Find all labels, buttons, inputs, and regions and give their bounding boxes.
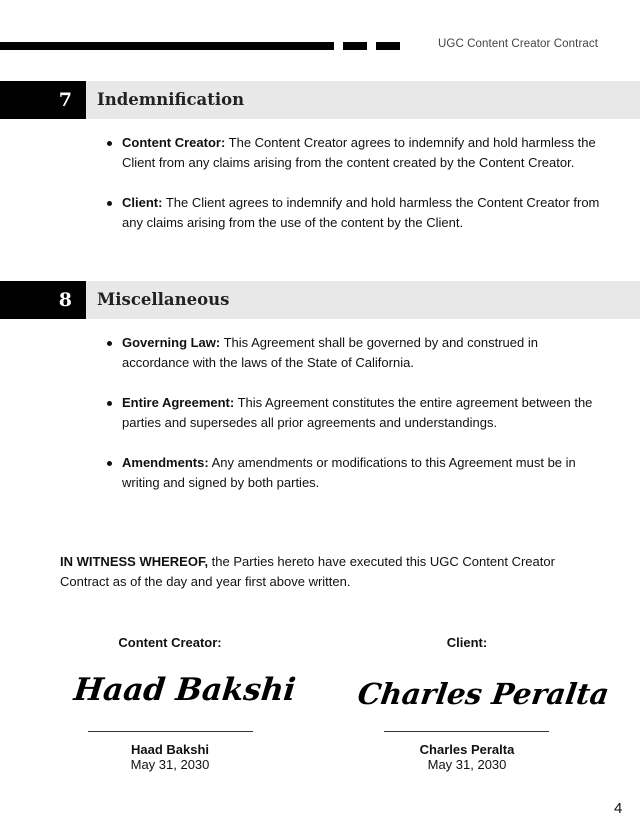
- document-title: UGC Content Creator Contract: [438, 38, 599, 50]
- signature-label: Client:: [446, 635, 488, 650]
- section-number: 8: [0, 281, 86, 319]
- header-dash: [343, 42, 367, 50]
- item-term: Client:: [122, 195, 163, 210]
- client-signature: Charles Peralta: [355, 677, 612, 711]
- witness-text: the Parties hereto have executed this UGC Content Creator Contract as of the day and year first above written.: [60, 554, 555, 589]
- section-header-miscellaneous: [0, 281, 640, 319]
- item-term: Amendments:: [122, 455, 209, 470]
- signature-line: [384, 731, 549, 732]
- signature-line: [88, 731, 253, 732]
- item-text: Any amendments or modifications to this Agreement must be in writing and signed by both parties.: [122, 455, 576, 490]
- list-item: [105, 333, 600, 373]
- page-number: 4: [614, 800, 623, 817]
- section-title: Miscellaneous: [97, 290, 230, 309]
- item-text: The Client agrees to indemnify and hold harmless the Content Creator from any claims arising from the use of the content by the Client.: [122, 195, 600, 230]
- client-signature-block: [367, 742, 567, 772]
- item-text: This Agreement shall be governed by and construed in accordance with the laws of the State of California.: [122, 335, 538, 370]
- list-item: [105, 193, 600, 233]
- creator-signature: Haad Bakshi: [72, 672, 298, 708]
- signer-name: Charles Peralta: [419, 742, 515, 757]
- creator-signature-block: [70, 742, 270, 772]
- list-item: [105, 453, 600, 493]
- list-item: [105, 393, 600, 433]
- witness-clause: [60, 552, 590, 592]
- section-title: Indemnification: [97, 90, 245, 109]
- list-item: [105, 133, 600, 173]
- client-signature-label-block: [367, 635, 567, 650]
- witness-lead: IN WITNESS WHEREOF,: [60, 554, 209, 569]
- item-text: The Content Creator agrees to indemnify and hold harmless the Client from any claims arising from the content created by the Content Creator.: [122, 135, 596, 170]
- signer-name: Haad Bakshi: [130, 742, 210, 757]
- section-header-indemnification: [0, 81, 640, 119]
- item-term: Governing Law:: [122, 335, 221, 350]
- creator-signature-label-block: [70, 635, 270, 650]
- item-term: Entire Agreement:: [122, 395, 235, 410]
- signature-label: Content Creator:: [118, 635, 222, 650]
- signature-date: May 31, 2030: [427, 757, 507, 772]
- miscellaneous-list: [105, 333, 600, 513]
- header-rule: [0, 42, 334, 50]
- item-text: This Agreement constitutes the entire agreement between the parties and supersedes all prior agreements and understandings.: [122, 395, 593, 430]
- header-dash: [376, 42, 400, 50]
- signature-date: May 31, 2030: [130, 757, 210, 772]
- indemnification-list: [105, 133, 600, 253]
- item-term: Content Creator:: [122, 135, 226, 150]
- section-number: 7: [0, 81, 86, 119]
